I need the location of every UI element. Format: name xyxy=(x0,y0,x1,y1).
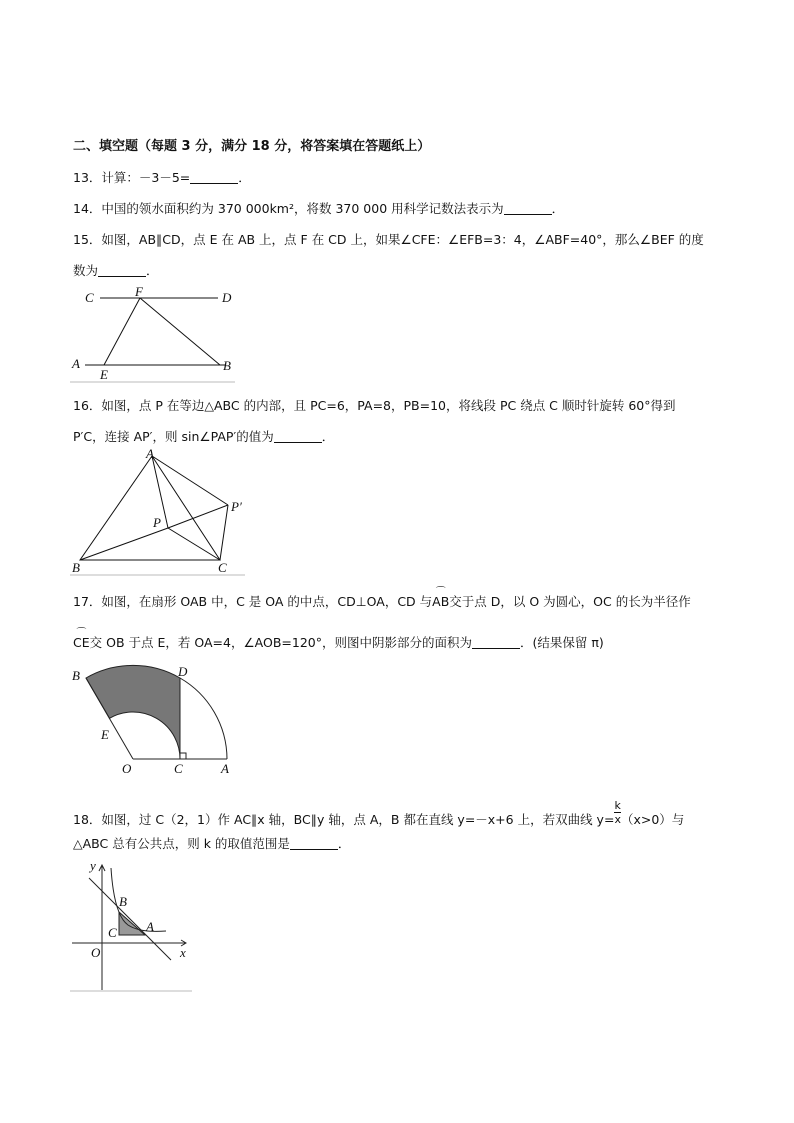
q15-end: ． xyxy=(146,263,159,278)
fraction-k-over-x xyxy=(614,799,621,826)
label-B: B xyxy=(119,894,127,909)
q18-line1 xyxy=(73,799,685,834)
q13-end: ． xyxy=(238,170,251,185)
label-P-prime: P′ xyxy=(231,499,242,514)
label-C: C xyxy=(174,761,183,776)
question-13 xyxy=(73,168,251,186)
q18-end: ． xyxy=(337,836,351,851)
right-angle-mark xyxy=(180,753,186,759)
q16-line1: 16．如图，点 P 在等边△ABC 的内部，且 PC=6，PA=8，PB=10，将线段 PC 绕点 C 顺时针旋转 60°得到 xyxy=(73,398,676,413)
label-A: A xyxy=(146,919,154,934)
q18-text: 18．如图，过 C（2，1）作 AC∥x 轴，BC∥y 轴，点 A，B 都在直线 y=－x+6 上，若双曲线 y= xyxy=(73,812,615,827)
answer-blank xyxy=(98,264,146,277)
answer-blank xyxy=(190,171,238,184)
label-F: F xyxy=(135,284,143,299)
label-B: B xyxy=(72,668,80,683)
q17-end: ．(结果保留 π) xyxy=(519,635,604,650)
q17-line2 xyxy=(73,633,604,651)
label-x: x xyxy=(180,945,186,960)
label-A: A xyxy=(146,446,154,461)
q17-text: 17．如图，在扇形 OAB 中，C 是 OA 的中点，CD⊥OA，CD 与 xyxy=(73,594,433,609)
label-C: C xyxy=(85,290,94,305)
label-O: O xyxy=(91,945,101,960)
answer-blank xyxy=(504,202,552,215)
answer-blank xyxy=(274,430,322,443)
label-B: B xyxy=(223,358,231,373)
q17-line1 xyxy=(73,592,691,610)
label-A: A xyxy=(72,356,80,371)
label-y: y xyxy=(90,858,96,873)
answer-blank xyxy=(472,636,520,649)
label-P: P xyxy=(153,515,161,530)
section-heading: 二、填空题（每题 3 分，满分 18 分，将答案填在答题纸上） xyxy=(73,139,431,154)
frac-numerator: k xyxy=(614,799,621,812)
arc-AB: ⌒ AB xyxy=(432,594,449,609)
label-E: E xyxy=(100,367,108,382)
shaded-region xyxy=(86,665,180,759)
answer-blank xyxy=(290,837,338,850)
arc-CE: ⌒ CE xyxy=(73,635,90,650)
q16-line2 xyxy=(73,427,334,445)
label-O: O xyxy=(122,761,132,776)
label-B: B xyxy=(72,560,80,575)
q15-line1: 15．如图，AB∥CD，点 E 在 AB 上，点 F 在 CD 上，如果∠CFE：∠EFB=3：4，∠ABF=40°，那么∠BEF 的度 xyxy=(73,232,704,247)
q18-line2 xyxy=(73,834,350,852)
question-14 xyxy=(73,199,564,217)
q16-end: ． xyxy=(321,429,335,444)
frac-denominator: x xyxy=(614,813,621,826)
q15-text: 数为 xyxy=(73,263,99,278)
q16-text: P′C，连接 AP′，则 sin∠PAP′的值为 xyxy=(73,429,274,444)
q17-text-cont: 交于点 D，以 O 为圆心，OC 的长为半径作 xyxy=(449,594,691,609)
q14-text: 14．中国的领水面积约为 370 000km²，将数 370 000 用科学记数法表示为 xyxy=(73,201,504,216)
q14-end: ． xyxy=(551,201,565,216)
triangle-ABC xyxy=(119,912,145,935)
q17-text: 交 OB 于点 E，若 OA=4，∠AOB=120°，则图中阴影部分的面积为 xyxy=(89,635,472,650)
label-D: D xyxy=(222,290,232,305)
label-C: C xyxy=(108,925,117,940)
q18-text-cont: （x>0）与 xyxy=(620,812,685,827)
q13-text: 13．计算：－3－5= xyxy=(73,170,191,185)
q15-line2 xyxy=(73,261,159,279)
q18-text: △ABC 总有公共点，则 k 的取值范围是 xyxy=(73,836,290,851)
label-C: C xyxy=(218,560,227,575)
label-A: A xyxy=(221,761,229,776)
label-D: D xyxy=(178,664,188,679)
label-E: E xyxy=(101,727,109,742)
